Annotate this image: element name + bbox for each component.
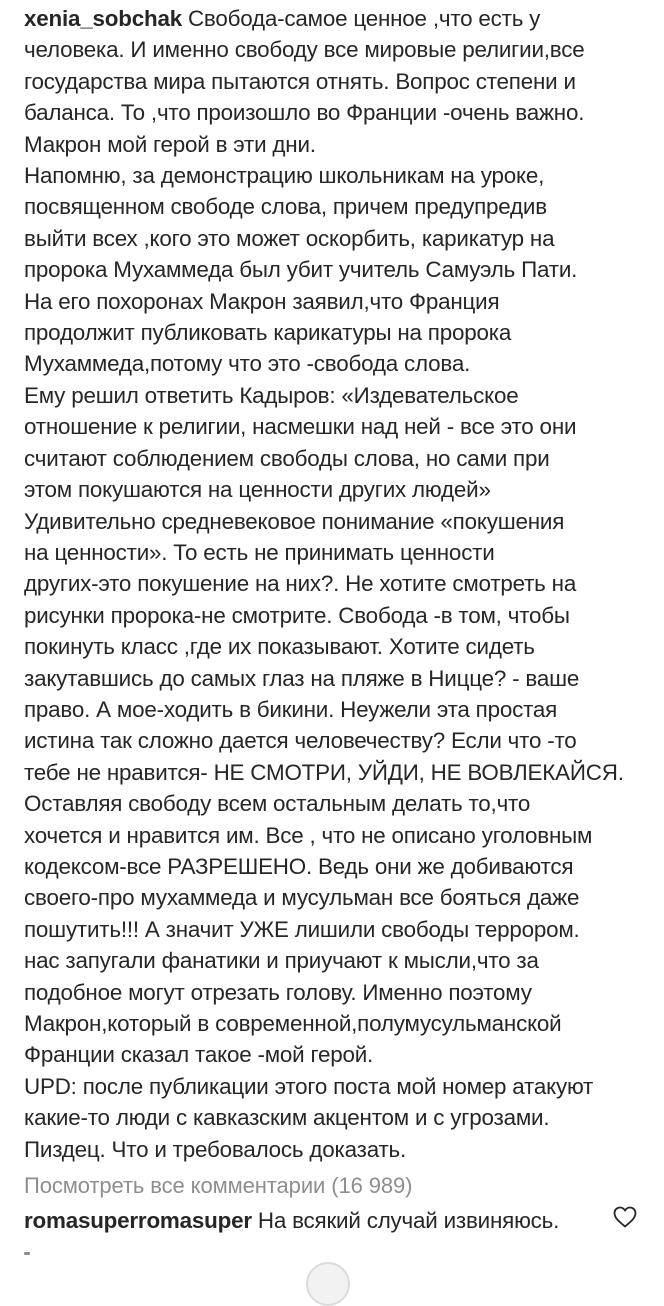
caption-text: Свобода-самое ценное ,что есть у [187,6,541,31]
caption-line: Мухаммеда,потому что это -свобода слова. [24,351,471,377]
comment-text: На всякий случай извиняюсь. [257,1208,560,1233]
caption-line: какие-то люди с кавказским акцентом и с угрозами. [24,1105,550,1131]
caption-line: этом покушаются на ценности других людей» [24,477,491,503]
caption-line: покинуть класс ,где их показывают. Хотите сидеть [24,634,535,660]
comment-author[interactable]: romasuperromasuper [24,1208,252,1233]
caption-line: рисунки пророка-не смотрите. Свобода -в том, чтобы [24,602,570,628]
comment-row [24,1207,624,1235]
caption-line-first [24,3,654,34]
caption-line: отношение к религии, насмешки над ней - все это они [24,414,577,440]
caption-line: пошутить!!! А значит УЖЕ лишили свободы террором. [24,916,580,942]
caption-line: право. А мое-ходить в бикини. Неужели эта простая [24,696,558,722]
caption-line: на ценности». То есть не принимать ценности [24,539,495,565]
caption-line: человека. И именно свободу все мировые религии,все [24,37,585,63]
caption-line: Франции сказал такое -мой герой. [24,1042,374,1068]
caption-line: пророка Мухаммеда был убит учитель Самуэль Пати. [24,257,578,283]
caption-line: баланса. То ,что произошло во Франции -очень важно. [24,100,585,126]
caption-line: На его похоронах Макрон заявил,что Франция [24,288,500,314]
view-all-comments-link[interactable]: Посмотреть все комментарии (16 989) [24,1173,413,1198]
caption-line: считают соблюдением свободы слова, но сами при [24,445,550,471]
caption-line: UPD: после публикации этого поста мой номер атакуют [24,1073,594,1099]
caption-line: хочется и нравится им. Все , что не описано уголовным [24,822,593,848]
caption-line: подобное могут отрезать голову. Именно поэтому [24,979,532,1005]
avatar[interactable] [306,1262,350,1306]
heart-outline-icon[interactable] [613,1206,637,1228]
caption-line: государства мира пытаются отнять. Вопрос степени и [24,68,576,94]
caption-line: выйти всех ,кого это может оскорбить, карикатур на [24,225,555,251]
caption-line: тебе не нравится- НЕ СМОТРИ, УЙДИ, НЕ ВОВЛЕКАЙСЯ. [24,759,624,785]
post-caption [24,3,654,1165]
caption-line: Макрон,который в современной,полумусульманской [24,1011,562,1036]
caption-line: продолжит публиковать карикатуры на пророка [24,320,512,346]
caption-line: кодексом-все РАЗРЕШЕНО. Ведь они же добиваются [24,853,574,879]
caption-line: других-это покушение на них?. Не хотите смотреть на [24,571,577,597]
caption-line: закутавшись до самых глаз на пляже в Ницце? - ваше [24,665,580,691]
caption-line: Пиздец. Что и требовалось доказать. [24,1136,406,1162]
caption-line: истина так сложно дается человечеству? Если что -то [24,728,577,754]
caption-line: нас запугали фанатики и приучают к мысли,что за [24,948,539,974]
caption-line: Ему решил ответить Кадыров: «Издевательское [24,382,519,408]
divider [24,1252,30,1255]
caption-line: своего-про мухаммеда и мусульман все бояться даже [24,885,580,911]
caption-line: Макрон мой герой в эти дни. [24,131,316,157]
caption-line: посвященном свободе слова, причем предупредив [24,194,547,220]
caption-line: Напомню, за демонстрацию школьникам на уроке, [24,163,545,189]
caption-line: Удивительно средневековое понимание «покушения [24,508,565,534]
post-author[interactable]: xenia_sobchak [24,6,182,31]
caption-line: Оставляя свободу всем остальным делать то,что [24,791,531,817]
